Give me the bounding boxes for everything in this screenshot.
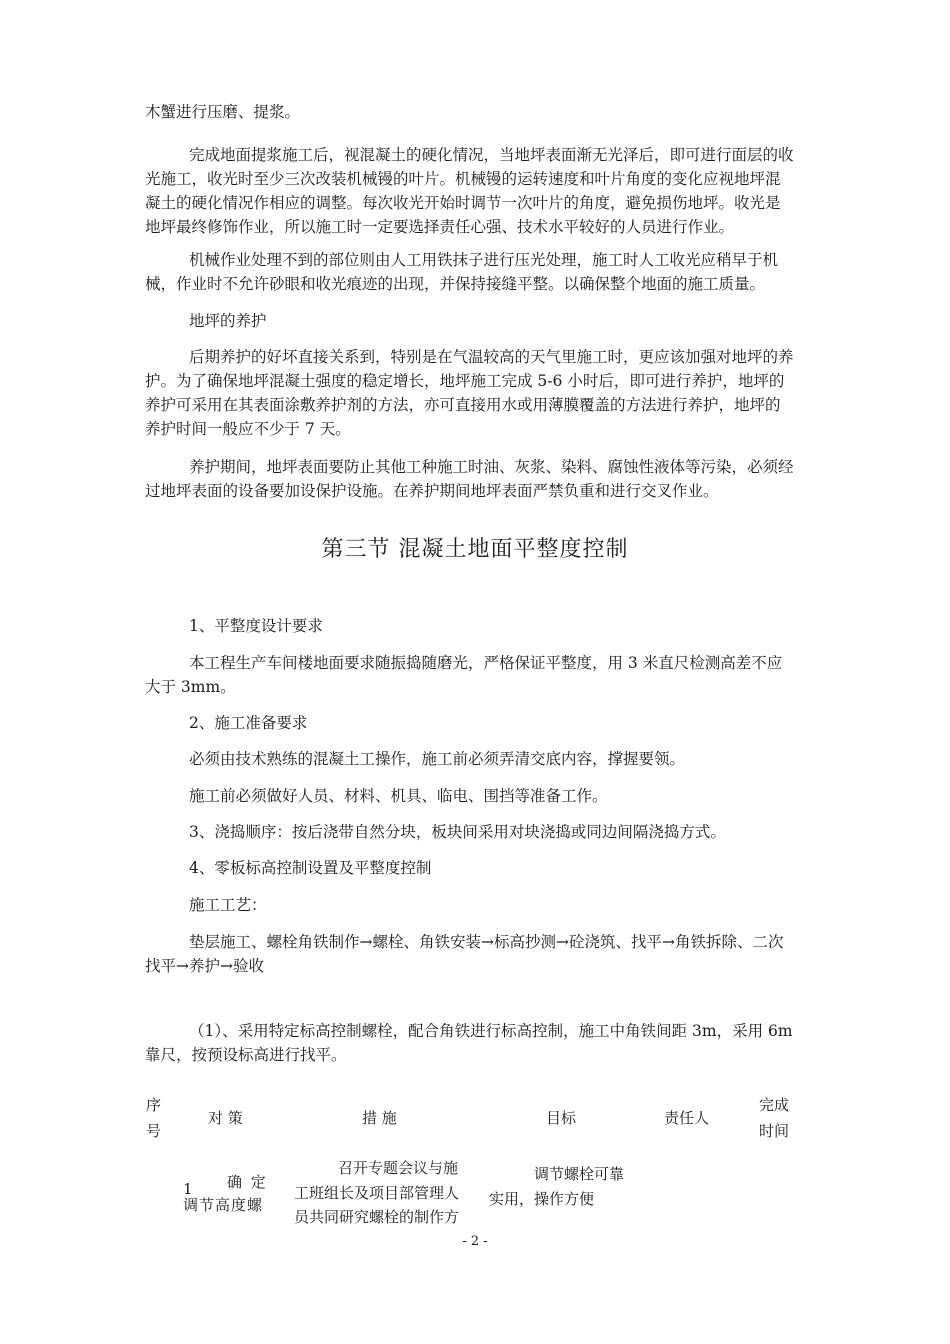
header-owner: 责任人 (664, 1109, 710, 1127)
page-number: - 2 - (462, 1234, 488, 1249)
row-action: 召开专题会议与施 (338, 1159, 459, 1177)
paragraph-line: 地坪最终修饰作业，所以施工时一定要选择责任心强、技术水平较好的人员进行作业。 (145, 218, 735, 236)
paragraph-line: 施工工艺： (189, 896, 267, 914)
paragraph-line: 光施工，收光时至少三次改装机械镘的叶片。机械镘的运转速度和叶片角度的变化应视地坪混 (145, 170, 781, 188)
paragraph-line: 垫层施工、螺栓角铁制作→螺栓、角铁安装→标高抄测→砼浇筑、找平→角铁拆除、二次 (189, 933, 784, 951)
section-heading: 4、零板标高控制设置及平整度控制 (189, 859, 432, 877)
paragraph-line: 找平→养护→验收 (145, 957, 264, 975)
row-measure: 确 定 (227, 1173, 268, 1191)
header-time: 完成 (759, 1096, 790, 1114)
paragraph-line: 必须由技术熟练的混凝土工操作，施工前必须弄清交底内容，撑握要领。 (189, 750, 686, 768)
row-target: 实用，操作方便 (489, 1190, 595, 1208)
paragraph-line: 养护时间一般应不少于 7 天。 (145, 420, 351, 438)
header-target: 目标 (546, 1109, 577, 1127)
paragraph-line: 机械作业处理不到的部位则由人工用铁抹子进行压光处理，施工时人工收光应稍早于机 (189, 251, 779, 269)
paragraph-line: 养护期间，地坪表面要防止其他工种施工时油、灰浆、染料、腐蚀性液体等污染，必须经 (189, 458, 794, 476)
row-target: 调节螺栓可靠 (534, 1165, 625, 1183)
paragraph-line: 护。为了确保地坪混凝土强度的稳定增长，地坪施工完成 5-6 小时后，即可进行养护，地坪的 (145, 372, 785, 390)
section-heading: 3、浇捣顺序：按后浇带自然分块，板块间采用对块浇捣或同边间隔浇捣方式。 (189, 823, 726, 841)
paragraph-line: 本工程生产车间楼地面要求随振捣随磨光，严格保证平整度，用 3 米直尺检测高差不应 (189, 654, 783, 672)
header-time: 时间 (759, 1122, 790, 1140)
subheading: 地坪的养护 (189, 312, 267, 330)
text-line: 木蟹进行压磨、提浆。 (145, 103, 301, 121)
paragraph-line: 靠尺，按预设标高进行找平。 (145, 1046, 347, 1064)
paragraph-line: 养护可采用在其表面涂敷养护剂的方法，亦可直接用水或用薄膜覆盖的方法进行养护，地坪的 (145, 396, 781, 414)
row-action: 工班组长及项目部管理人 (294, 1184, 460, 1202)
section-title: 第三节 混凝土地面平整度控制 (321, 537, 629, 562)
header-seq: 序 (146, 1096, 162, 1114)
row-action: 员共同研究螺栓的制作方 (294, 1208, 460, 1226)
header-seq: 号 (146, 1122, 162, 1140)
paragraph-line: 凝土的硬化情况作相应的调整。每次收光开始时调节一次叶片的角度，避免损伤地坪。收光是 (145, 194, 781, 212)
row-seq: 1 (183, 1180, 193, 1198)
paragraph-line: 完成地面提浆施工后，视混凝土的硬化情况，当地坪表面渐无光泽后，即可进行面层的收 (189, 146, 794, 164)
header-measure: 对 策 (208, 1109, 243, 1127)
paragraph-line: （1）、采用特定标高控制螺栓，配合角铁进行标高控制，施工中角铁间距 3m，采用 6m (189, 1022, 793, 1040)
header-action: 措 施 (362, 1109, 397, 1127)
paragraph-line: 过地坪表面的设备要加设保护设施。在养护期间地坪表面严禁负重和进行交叉作业。 (145, 482, 719, 500)
paragraph-line: 械，作业时不允许砂眼和收光痕迹的出现，并保持接缝平整。以确保整个地面的施工质量。 (145, 275, 766, 293)
section-heading: 2、施工准备要求 (189, 714, 308, 732)
paragraph-line: 大于 3mm。 (145, 678, 236, 696)
paragraph-line: 后期养护的好坏直接关系到，特别是在气温较高的天气里施工时，更应该加强对地坪的养 (189, 348, 794, 366)
paragraph-line: 施工前必须做好人员、材料、机具、临电、围挡等准备工作。 (189, 787, 608, 805)
row-measure: 调节高度螺 (183, 1196, 264, 1214)
section-heading: 1、平整度设计要求 (189, 617, 323, 635)
